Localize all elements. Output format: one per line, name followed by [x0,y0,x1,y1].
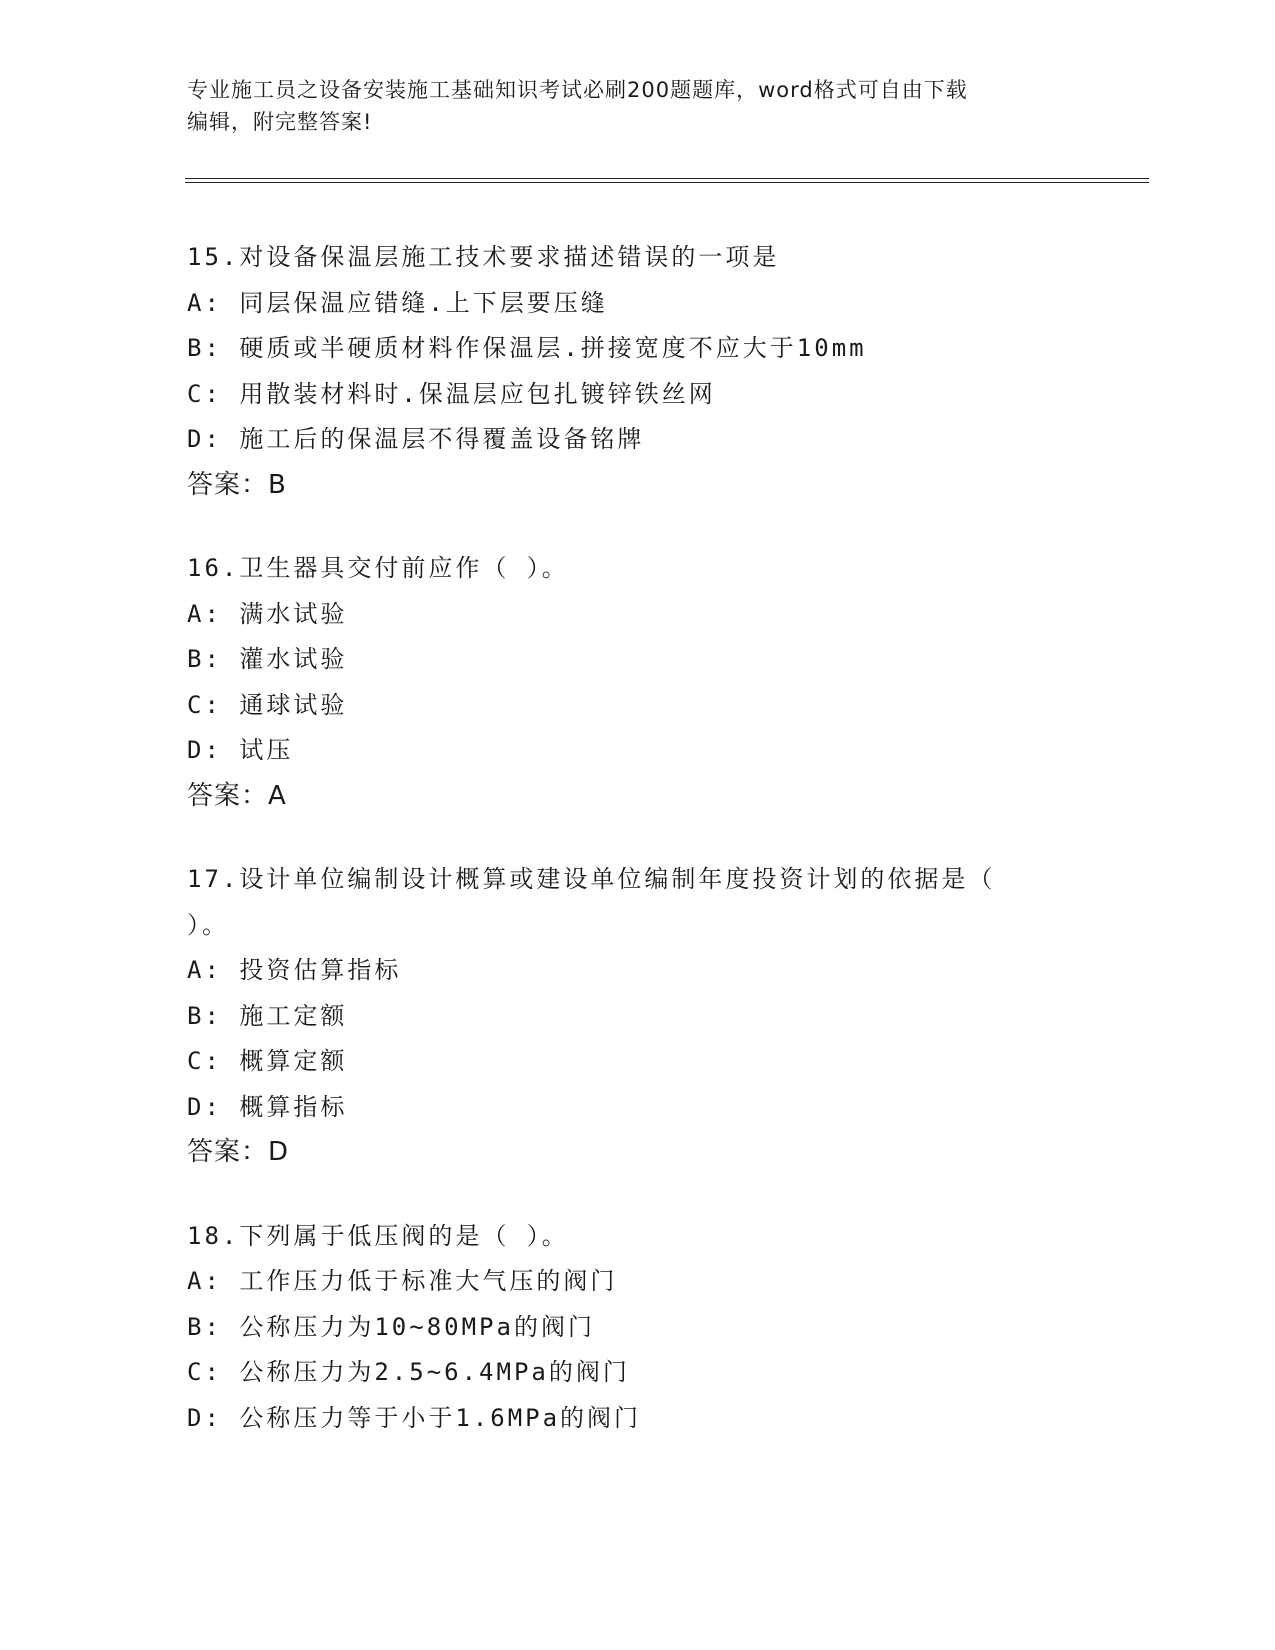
option-b: B: 灌水试验 [187,645,348,673]
option-a: A: 投资估算指标 [187,956,402,984]
question-stem: 17.设计单位编制设计概算或建设单位编制年度投资计划的依据是（ ）。 [187,865,996,939]
header-rule-top [185,178,1149,179]
question-stem: 16.卫生器具交付前应作（ ）。 [187,554,569,582]
option-a: A: 同层保温应错缝.上下层要压缝 [187,288,608,317]
option-d: D: 公称压力等于小于1.6MPa的阀门 [187,1403,642,1432]
question-17 [187,857,1067,1176]
option-d: D: 概算指标 [187,1092,348,1121]
option-a: A: 工作压力低于标准大气压的阀门 [187,1267,618,1295]
question-stem: 18.下列属于低压阀的是（ ）。 [187,1221,569,1250]
header-line-2: 编辑，附完整答案! [187,110,373,134]
answer-line: 答案：D [187,1137,290,1167]
header-rule-bottom [185,182,1149,183]
document-header [187,74,1067,138]
answer-line: 答案：A [187,780,287,811]
option-c: C: 概算定额 [187,1047,348,1075]
option-c: C: 通球试验 [187,690,348,719]
question-stem: 15.对设备保温层施工技术要求描述错误的一项是 [187,243,780,271]
option-a: A: 满水试验 [187,599,348,628]
option-d: D: 施工后的保温层不得覆盖设备铭牌 [187,425,645,453]
question-18 [187,1214,1067,1442]
question-list [187,235,1067,1479]
answer-line: 答案：B [187,469,287,500]
option-c: C: 公称压力为2.5~6.4MPa的阀门 [187,1358,630,1386]
option-c: C: 用散装材料时.保温层应包扎镀锌铁丝网 [187,379,716,408]
question-15 [187,235,1067,508]
option-b: B: 公称压力为10~80MPa的阀门 [187,1312,595,1341]
option-d: D: 试压 [187,736,294,764]
option-b: B: 施工定额 [187,1001,348,1030]
question-16 [187,546,1067,819]
option-b: B: 硬质或半硬质材料作保温层.拼接宽度不应大于10mm [187,334,867,362]
header-line-1: 专业施工员之设备安装施工基础知识考试必刷200题题库，word格式可自由下载 [187,78,968,102]
